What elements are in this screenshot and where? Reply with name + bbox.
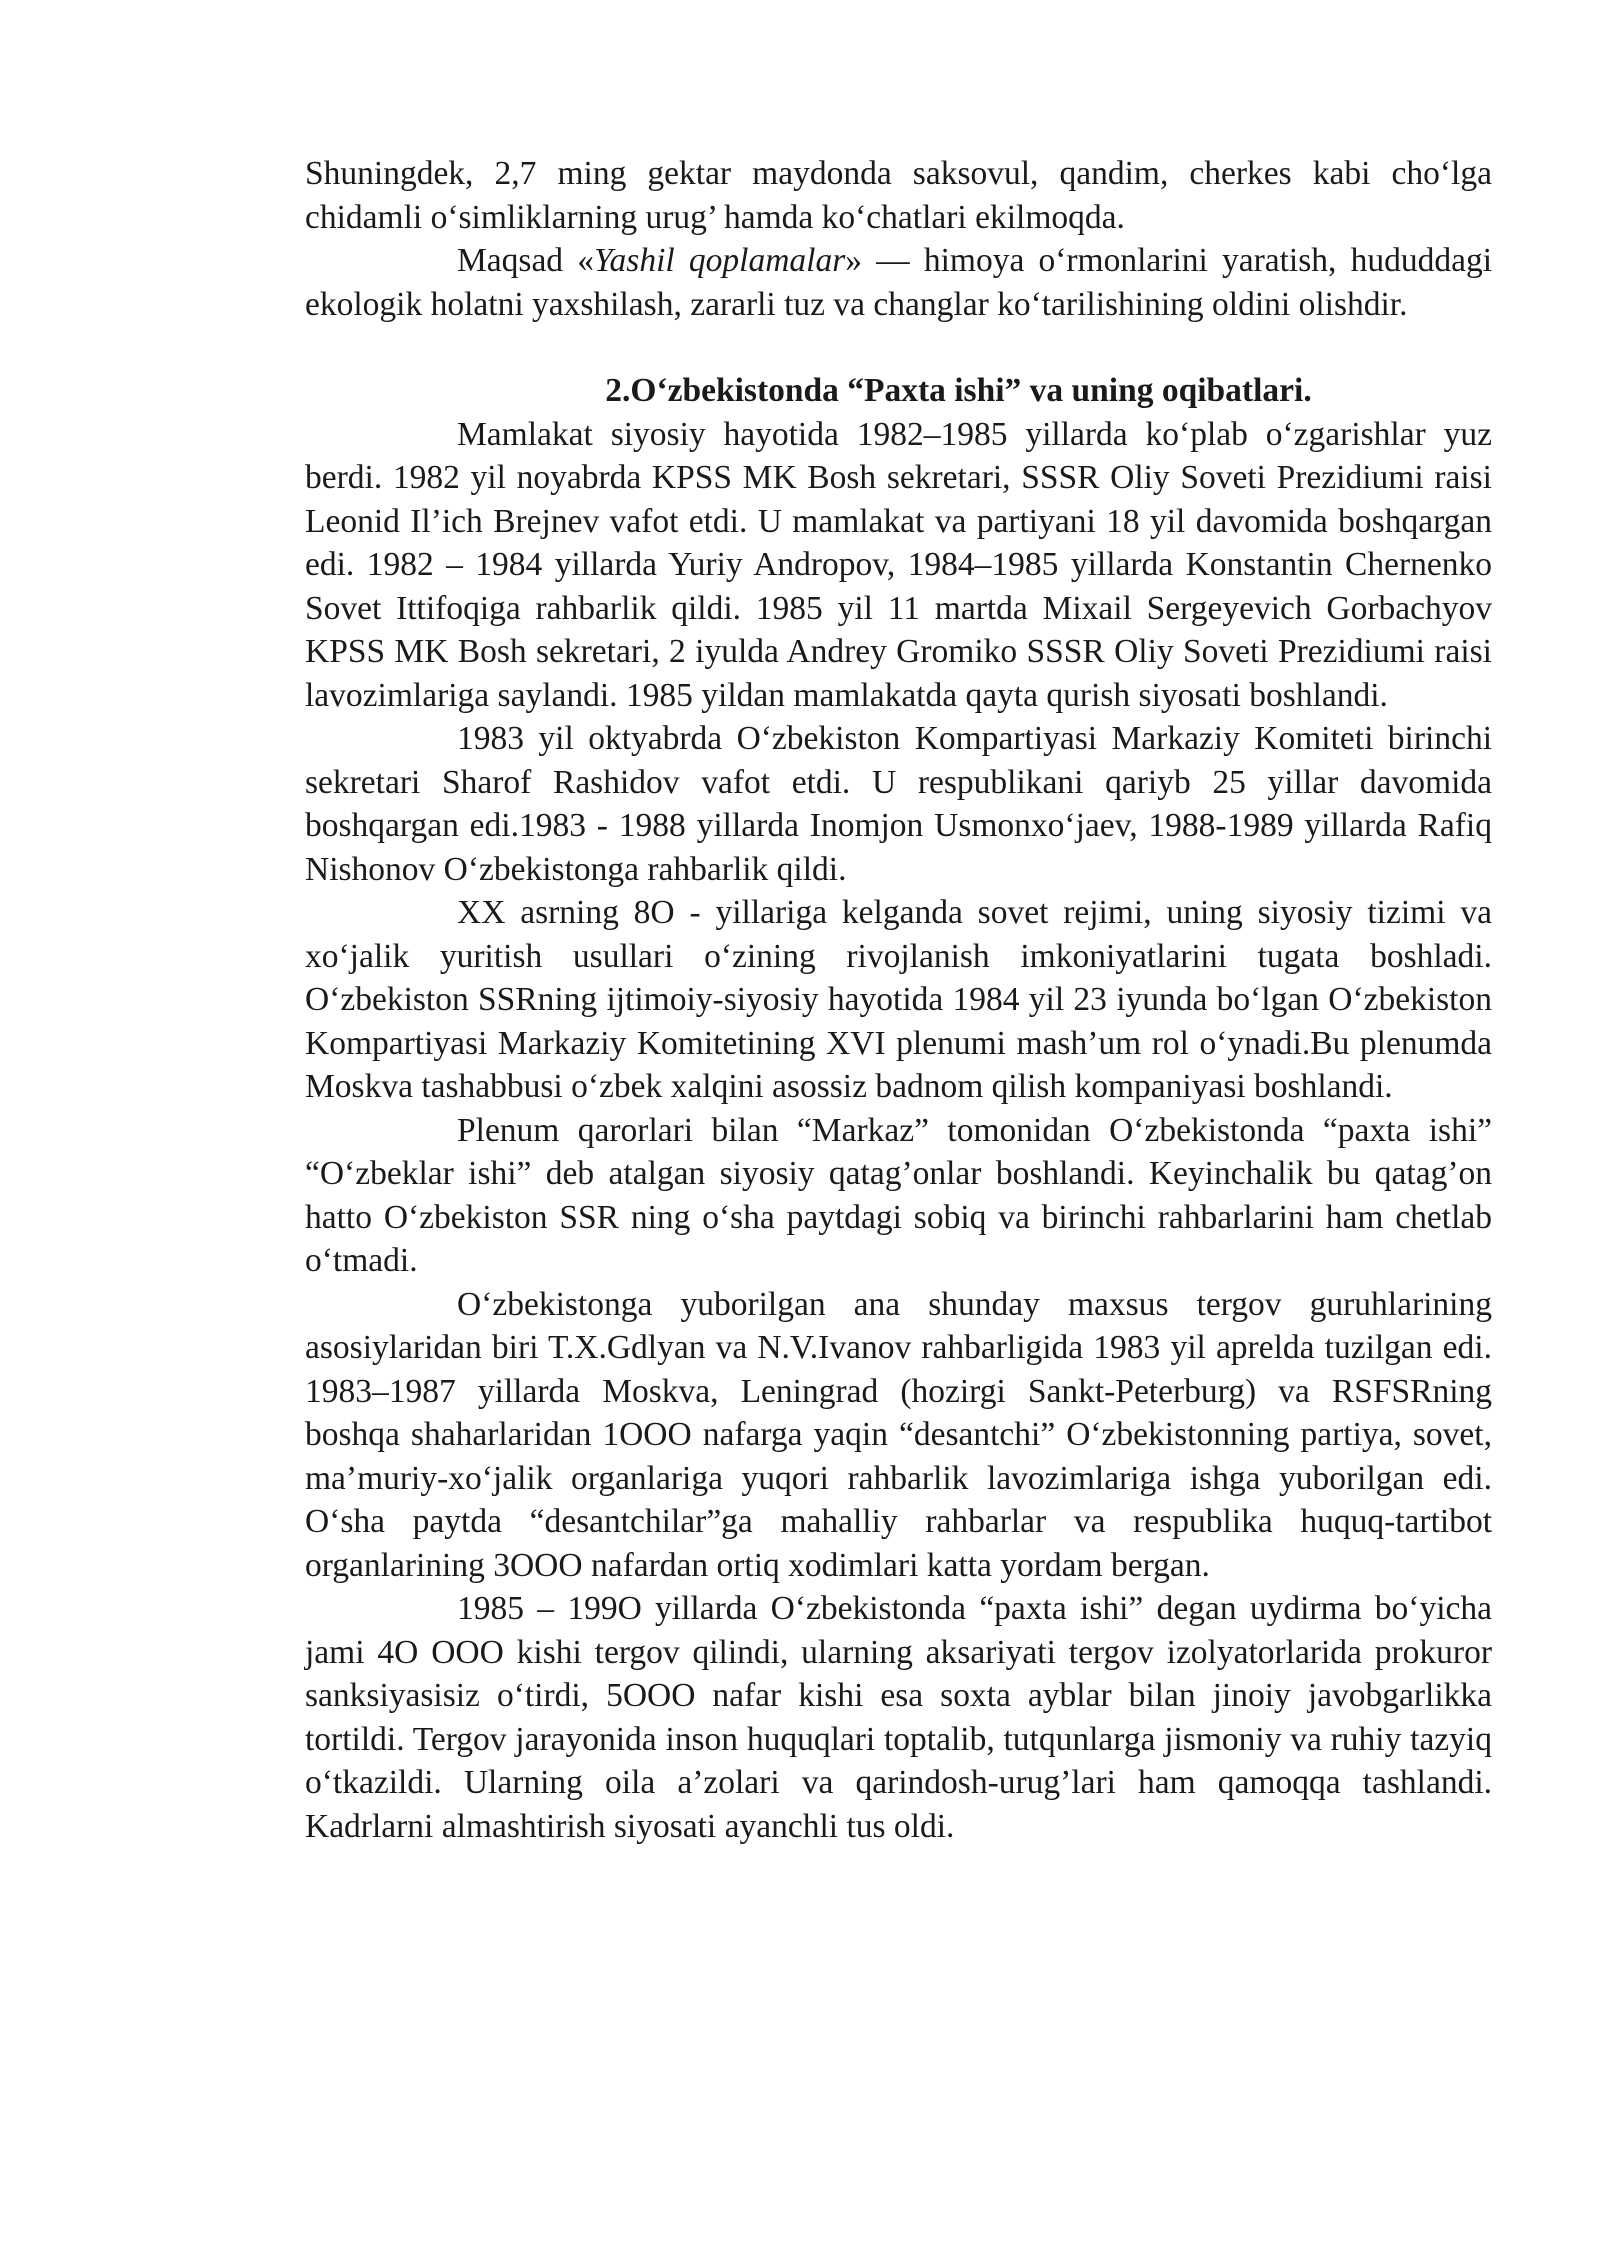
document-page [305,152,1492,1848]
goal-prefix: Maqsad « [457,242,594,279]
paragraph-rashidov: 1983 yil oktyabrda O‘zbekiston Kompartiyasi Markaziy Komiteti birinchi sekretari Sharof Rashidov vafot etdi. U respublikani qariyb 25 yillar davomida boshqargan edi.1983 - 1988 yillarda Inomjon Usmonxo‘jaev, 1988-1989 yillarda Rafiq Nishonov O‘zbekistonga rahbarlik qildi. [305,720,1492,888]
paragraph-intro: Shuningdek, 2,7 ming gektar maydonda saksovul, qandim, cherkes kabi cho‘lga chidamli o‘simliklarning urug’ hamda ko‘chatlari ekilmoqda. [305,155,1492,236]
section-heading: 2.O‘zbekistonda “Paxta ishi” va uning oqibatlari. [605,372,1312,409]
paragraph-politics: Mamlakat siyosiy hayotida 1982–1985 yillarda ko‘plab o‘zgarishlar yuz berdi. 1982 yil noyabrda KPSS MK Bosh sekretari, SSSR Oliy Soveti Prezidiumi raisi Leonid Il’ich Brejnev vafot etdi. U mamlakat va partiyani 18 yil davomida boshqargan edi. 1982 – 1984 yillarda Yuriy Andropov, 1984–1985 yillarda Konstantin Chernenko Sovet Ittifoqiga rahbarlik qildi. 1985 yil 11 martda Mixail Sergeyevich Gorbachyov KPSS MK Bosh sekretari, 2 iyulda Andrey Gromiko SSSR Oliy Soveti Prezidiumi raisi lavozimlariga saylandi. 1985 yildan mamlakatda qayta qurish siyosati boshlandi. [305,415,1492,714]
paragraph-repressions: Plenum qarorlari bilan “Markaz” tomonidan O‘zbekistonda “paxta ishi” “O‘zbeklar ishi” deb atalgan siyosiy qatag’onlar boshlandi. Keyinchalik bu qatag’on hatto O‘zbekiston SSR ning o‘sha paytdagi sobiq va birinchi rahbarlarini ham chetlab o‘tmadi. [305,1111,1492,1279]
goal-suffix: » — himoya o‘rmonlarini yaratish, hududdagi ekologik holatni yaxshilash, zararli tuz va changlar ko‘tarilishining oldini olishdir. [305,242,1493,323]
paragraph-consequences: 1985 – 199O yillarda O‘zbekistonda “paxta ishi” degan uydirma bo‘yicha jami 4O OOO kishi tergov qilindi, ularning aksariyati tergov izolyatorlarida prokuror sanksiyasisiz o‘tirdi, 5OOO nafar kishi esa soxta ayblar bilan jinoiy javobgarlikka tortildi. Tergov jarayonida inson huquqlari toptalib, tutqunlarga jismoniy va ruhiy tazyiq o‘tkazildi. Ularning oila a’zolari va qarindosh-urug’lari ham qamoqqa tashlandi. Kadrlarni almashtirish siyosati ayanchli tus oldi. [305,1590,1492,1845]
paragraph-investigation-groups: O‘zbekistonga yuborilgan ana shunday maxsus tergov guruhlarining asosiylaridan biri T.X.Gdlyan va N.V.Ivanov rahbarligida 1983 yil aprelda tuzilgan edi. 1983–1987 yillarda Moskva, Leningrad (hozirgi Sankt-Peterburg) va RSFSRning boshqa shaharlaridan 1OOO nafarga yaqin “desantchi” O‘zbekistonning partiya, sovet, ma’muriy-xo‘jalik organlariga yuqori rahbarlik lavozimlariga ishga yuborilgan edi. O‘sha paytda “desantchilar”ga mahalliy rahbarlar va respublika huquq-tartibot organlarining 3OOO nafardan ortiq xodimlari katta yordam bergan. [305,1285,1492,1584]
paragraph-plenum: XX asrning 8O - yillariga kelganda sovet rejimi, uning siyosiy tizimi va xo‘jalik yuritish usullari o‘zining rivojlanish imkoniyatlarini tugata boshladi. O‘zbekiston SSRning ijtimoiy-siyosiy hayotida 1984 yil 23 iyunda bo‘lgan O‘zbekiston Kompartiyasi Markaziy Komitetining XVI plenumi mash’um rol o‘ynadi.Bu plenumda Moskva tashabbusi o‘zbek xalqini asossiz badnom qilish kompaniyasi boshlandi. [305,894,1492,1105]
goal-italic-term: Yashil qoplamalar [594,242,846,279]
paragraph-goal [305,239,1492,326]
